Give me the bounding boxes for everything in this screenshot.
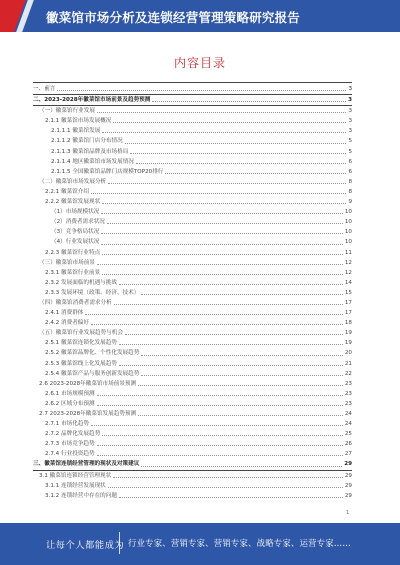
toc-entry-page: 24 bbox=[344, 411, 352, 417]
toc-entry-page: 29 bbox=[344, 492, 352, 499]
toc-entry-label: 2.4.2 消费者偏好 bbox=[45, 318, 91, 328]
toc-leader-dots bbox=[101, 227, 343, 234]
toc-entry-label: 2.7.1 市场化趋势 bbox=[45, 419, 91, 429]
toc-entry-page: 17 bbox=[344, 310, 352, 317]
toc-entry-label: 2.1.1.3 徽菜馆品牌及市场格局 bbox=[51, 147, 130, 157]
toc-entry-page: 17 bbox=[344, 299, 352, 306]
toc-entry-page: 19 bbox=[344, 330, 352, 337]
toc-entry-page: 12 bbox=[344, 259, 352, 266]
toc-leader-dots bbox=[107, 217, 343, 224]
toc-entry[interactable] bbox=[33, 328, 352, 338]
toc-entry-page: 29 bbox=[344, 472, 352, 479]
toc-entry[interactable] bbox=[33, 147, 352, 157]
toc-entry[interactable] bbox=[33, 136, 352, 146]
toc-entry[interactable] bbox=[33, 278, 352, 288]
toc-leader-dots bbox=[125, 328, 343, 335]
toc-leader-dots bbox=[102, 197, 346, 204]
toc-entry-page: 5 bbox=[348, 138, 352, 145]
toc-leader-dots bbox=[113, 471, 343, 478]
toc-entry[interactable] bbox=[33, 379, 352, 389]
toc-entry-label: （一）徽菜馆行业发展 bbox=[39, 106, 97, 116]
toc-entry[interactable] bbox=[33, 419, 352, 429]
toc-leader-dots bbox=[102, 429, 343, 436]
toc-entry[interactable] bbox=[33, 449, 352, 459]
toc-entry[interactable] bbox=[33, 258, 352, 268]
toc-leader-dots bbox=[119, 278, 343, 285]
toc-leader-dots bbox=[108, 177, 346, 184]
toc-entry-label: 2.1.1.5 全国徽菜馆品牌门店规模TOP20排行 bbox=[51, 167, 165, 177]
toc-entry[interactable] bbox=[33, 237, 352, 247]
table-of-contents bbox=[33, 84, 352, 501]
toc-entry[interactable] bbox=[33, 187, 352, 197]
toc-entry-page: 29 bbox=[344, 482, 352, 489]
toc-entry-label: （五）徽菜馆行业发展趋势与机会 bbox=[39, 328, 125, 338]
toc-entry-label: 2.3.3 发展环境（政策、经济、技术） bbox=[45, 288, 141, 298]
toc-entry[interactable] bbox=[33, 459, 352, 469]
toc-entry-page: 23 bbox=[344, 390, 352, 397]
toc-entry-page: 14 bbox=[344, 279, 352, 286]
toc-entry-label: （4）行业发展状况 bbox=[51, 237, 101, 247]
toc-entry-label: （1）市场规模状况 bbox=[51, 207, 101, 217]
toc-entry-label: 2.3.2 发展面临的机遇与挑战 bbox=[45, 278, 119, 288]
toc-entry[interactable] bbox=[33, 126, 352, 136]
toc-leader-dots bbox=[97, 439, 343, 446]
footer-slogan: 让每个人都能成为 bbox=[46, 540, 125, 551]
toc-entry-page: 3 bbox=[348, 86, 352, 92]
toc-entry[interactable] bbox=[33, 491, 352, 501]
toc-entry[interactable] bbox=[33, 348, 352, 358]
toc-entry-page: 3 bbox=[348, 108, 352, 115]
toc-entry-label: （2）消费者需求状况 bbox=[51, 217, 107, 227]
toc-entry-page: 23 bbox=[344, 400, 352, 407]
toc-entry-page: 15 bbox=[344, 289, 352, 296]
toc-entry-page: 24 bbox=[344, 421, 352, 428]
toc-entry-page: 3 bbox=[348, 118, 352, 125]
toc-entry-label: 2.6.2 区域分布预测 bbox=[45, 399, 97, 409]
toc-entry[interactable] bbox=[33, 298, 352, 308]
toc-entry-label: （3）竞争格局状况 bbox=[51, 227, 101, 237]
toc-entry-label: 2.7.4 行业投资趋势 bbox=[45, 449, 97, 459]
toc-leader-dots bbox=[97, 399, 343, 406]
toc-entry[interactable] bbox=[33, 106, 352, 116]
toc-leader-dots bbox=[141, 369, 343, 376]
toc-top-rule bbox=[33, 82, 352, 83]
toc-entry[interactable] bbox=[33, 248, 352, 258]
toc-leader-dots bbox=[101, 237, 343, 244]
toc-entry-page: 19 bbox=[344, 340, 352, 347]
toc-leader-dots bbox=[141, 459, 342, 466]
toc-leader-dots bbox=[97, 258, 343, 265]
toc-leader-dots bbox=[138, 379, 343, 386]
toc-entry-label: （三）徽菜馆市场前景 bbox=[39, 258, 97, 268]
toc-entry-label: 二、2023-2028年徽菜馆市场前景及趋势预测 bbox=[33, 95, 152, 105]
toc-entry-label: 2.1.1.4 地区徽菜馆市场发展情况 bbox=[51, 157, 136, 167]
toc-entry[interactable] bbox=[33, 399, 352, 409]
toc-leader-dots bbox=[141, 288, 343, 295]
toc-entry-label: 2.7.3 市场竞争趋势 bbox=[45, 439, 97, 449]
toc-entry[interactable] bbox=[33, 481, 352, 491]
toc-leader-dots bbox=[113, 116, 346, 123]
toc-entry[interactable] bbox=[33, 308, 352, 318]
toc-entry-page: 27 bbox=[344, 451, 352, 458]
toc-entry-label: 2.5.3 徽菜馆线上化发展趋势 bbox=[45, 359, 119, 369]
toc-entry-page: 11 bbox=[344, 249, 352, 256]
toc-entry-label: 2.6 2023-2028年徽菜馆市场前景预测 bbox=[39, 379, 138, 389]
toc-entry-page: 3 bbox=[348, 97, 352, 104]
toc-entry-page: 29 bbox=[344, 461, 352, 468]
toc-entry-page: 18 bbox=[344, 320, 352, 327]
toc-leader-dots bbox=[85, 308, 342, 315]
toc-leader-dots bbox=[138, 409, 343, 416]
toc-entry[interactable] bbox=[33, 429, 352, 439]
toc-entry[interactable] bbox=[33, 439, 352, 449]
toc-entry[interactable] bbox=[33, 116, 352, 126]
page-number: 1 bbox=[346, 510, 350, 516]
toc-entry-page: 10 bbox=[344, 239, 352, 246]
toc-entry-label: 2.2.2 徽菜馆发展现状 bbox=[45, 197, 102, 207]
toc-entry[interactable] bbox=[33, 409, 352, 419]
footer-divider bbox=[119, 532, 120, 554]
toc-entry-label: 2.2.3 徽菜馆行业特点 bbox=[45, 248, 102, 258]
toc-leader-dots bbox=[152, 95, 346, 102]
toc-entry-label: （四）徽菜馆消费者需求分析 bbox=[39, 298, 114, 308]
toc-entry-label: 三、徽菜馆连锁经营管理的现状及对策建议 bbox=[33, 459, 141, 469]
toc-entry[interactable] bbox=[33, 389, 352, 399]
toc-entry-page: 10 bbox=[344, 209, 352, 216]
toc-leader-dots bbox=[114, 298, 343, 305]
toc-entry-label: 2.7 2023-2028年徽菜馆发展趋势预测 bbox=[39, 409, 138, 419]
toc-entry[interactable] bbox=[33, 288, 352, 298]
toc-entry-label: 3.1 徽菜馆连锁经营管理现状 bbox=[39, 471, 113, 481]
toc-entry-label: 2.5.4 徽菜馆产品与服务创新发展趋势 bbox=[45, 369, 141, 379]
toc-entry[interactable] bbox=[33, 369, 352, 379]
toc-entry-page: 20 bbox=[344, 350, 352, 357]
toc-entry-page: 8 bbox=[348, 178, 352, 185]
toc-leader-dots bbox=[119, 491, 343, 498]
toc-entry-label: 2.5.1 徽菜馆连锁化发展趋势 bbox=[45, 338, 119, 348]
report-title: 徽菜馆市场分析及连锁经营管理策略研究报告 bbox=[46, 10, 301, 25]
toc-leader-dots bbox=[119, 359, 343, 366]
toc-entry-page: 23 bbox=[344, 380, 352, 387]
toc-entry[interactable] bbox=[33, 227, 352, 237]
toc-entry-label: 2.6.1 市场规模预测 bbox=[45, 389, 97, 399]
toc-leader-dots bbox=[91, 419, 343, 426]
toc-leader-dots bbox=[91, 318, 343, 325]
toc-leader-dots bbox=[91, 187, 346, 194]
toc-entry[interactable] bbox=[33, 318, 352, 328]
toc-leader-dots bbox=[101, 207, 343, 214]
toc-leader-dots bbox=[57, 84, 346, 91]
toc-leader-dots bbox=[136, 157, 347, 164]
report-header bbox=[0, 0, 400, 32]
toc-entry[interactable] bbox=[33, 197, 352, 207]
toc-entry-page: 6 bbox=[348, 158, 352, 165]
toc-leader-dots bbox=[102, 248, 343, 255]
toc-entry-label: 2.5.2 徽菜馆品牌化、个性化发展趋势 bbox=[45, 348, 141, 358]
toc-leader-dots bbox=[119, 338, 343, 345]
toc-entry[interactable] bbox=[33, 207, 352, 217]
toc-entry-label: 2.1.1 徽菜馆市场发展概况 bbox=[45, 116, 113, 126]
toc-entry-page: 10 bbox=[344, 229, 352, 236]
footer-services: 行业专家、营销专家、营销专家、战略专家、运营专家…… bbox=[128, 538, 351, 548]
toc-entry-page: 9 bbox=[348, 199, 352, 206]
toc-entry[interactable] bbox=[33, 217, 352, 227]
toc-leader-dots bbox=[141, 348, 343, 355]
toc-leader-dots bbox=[97, 449, 343, 456]
toc-leader-dots bbox=[97, 106, 346, 113]
toc-entry-label: 2.2.1 徽菜馆介绍 bbox=[45, 187, 91, 197]
toc-entry-label: 2.1.1.1 徽菜馆发展 bbox=[51, 126, 102, 136]
footer-banner bbox=[0, 523, 400, 565]
toc-leader-dots bbox=[108, 481, 343, 488]
toc-leader-dots bbox=[130, 147, 346, 154]
toc-entry-page: 5 bbox=[348, 148, 352, 155]
toc-entry[interactable] bbox=[33, 359, 352, 369]
toc-entry-label: 2.4.1 消费群体 bbox=[45, 308, 85, 318]
toc-entry[interactable] bbox=[33, 268, 352, 278]
toc-entry-page: 3 bbox=[348, 128, 352, 135]
toc-heading: 内容目录 bbox=[173, 56, 226, 70]
toc-leader-dots bbox=[97, 389, 343, 396]
toc-entry[interactable] bbox=[33, 84, 352, 94]
toc-entry-page: 12 bbox=[344, 269, 352, 276]
toc-leader-dots bbox=[165, 167, 346, 174]
toc-entry[interactable] bbox=[33, 177, 352, 187]
toc-leader-dots bbox=[102, 126, 346, 133]
toc-entry[interactable] bbox=[33, 95, 352, 105]
toc-entry-page: 21 bbox=[344, 360, 352, 367]
toc-entry-page: 6 bbox=[348, 168, 352, 175]
toc-entry-label: （二）徽菜馆市场发展分析 bbox=[39, 177, 108, 187]
toc-entry-label: 3.1.1 连锁经营发展现状 bbox=[45, 481, 108, 491]
toc-entry-label: 2.7.2 品牌化发展趋势 bbox=[45, 429, 102, 439]
toc-entry-page: 22 bbox=[344, 370, 352, 377]
toc-entry[interactable] bbox=[33, 167, 352, 177]
toc-entry-page: 8 bbox=[348, 188, 352, 195]
toc-entry[interactable] bbox=[33, 157, 352, 167]
toc-entry-label: 一、前言 bbox=[33, 84, 57, 94]
toc-leader-dots bbox=[125, 136, 347, 143]
toc-entry-page: 25 bbox=[344, 431, 352, 438]
toc-entry[interactable] bbox=[33, 338, 352, 348]
toc-entry-label: 3.1.2 连锁经营中存在的问题 bbox=[45, 491, 119, 501]
toc-entry-label: 2.1.1.2 徽菜馆门店分布情况 bbox=[51, 136, 125, 146]
toc-entry[interactable] bbox=[33, 471, 352, 481]
toc-entry-page: 26 bbox=[344, 441, 352, 448]
toc-entry-page: 10 bbox=[344, 219, 352, 226]
toc-entry-label: 2.3.1 徽菜馆行业前景 bbox=[45, 268, 102, 278]
toc-leader-dots bbox=[102, 268, 343, 275]
